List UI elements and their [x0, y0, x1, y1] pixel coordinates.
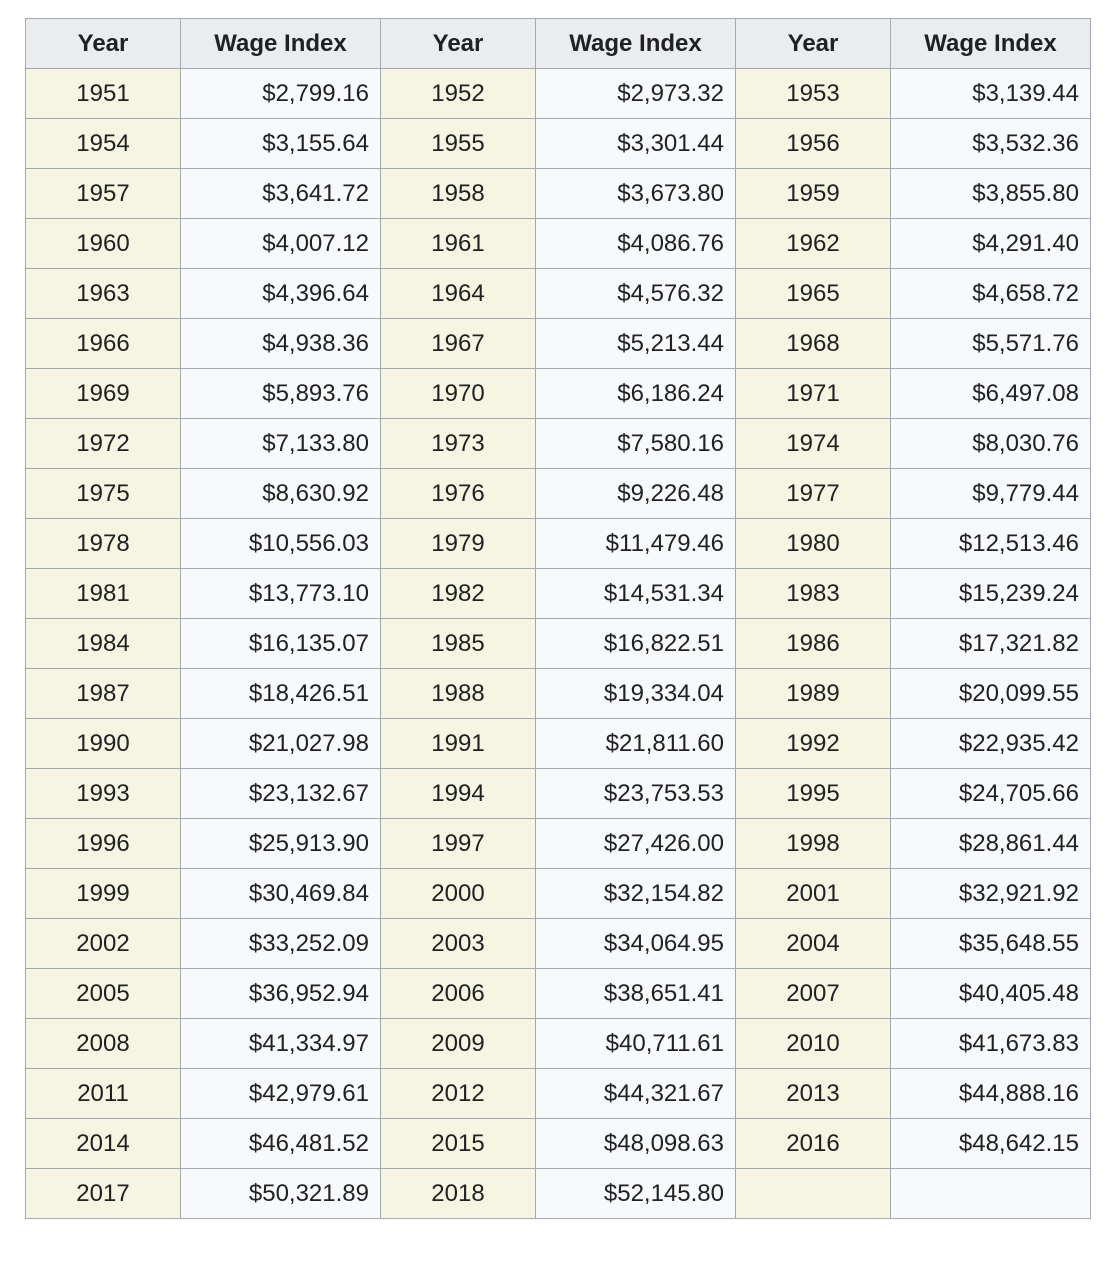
- year-cell: 1957: [26, 169, 181, 219]
- wage-index-cell: $21,811.60: [536, 719, 736, 769]
- wage-index-cell: $4,396.64: [181, 269, 381, 319]
- year-cell: 1955: [381, 119, 536, 169]
- wage-index-cell: $48,642.15: [891, 1119, 1091, 1169]
- wage-index-cell: $17,321.82: [891, 619, 1091, 669]
- year-cell: 1983: [736, 569, 891, 619]
- table-row: [26, 969, 1091, 1019]
- year-cell: 2001: [736, 869, 891, 919]
- wage-index-cell: $38,651.41: [536, 969, 736, 1019]
- wage-index-cell: $3,641.72: [181, 169, 381, 219]
- year-cell: 1985: [381, 619, 536, 669]
- year-cell: 1970: [381, 369, 536, 419]
- year-cell: 1972: [26, 419, 181, 469]
- wage-index-cell: $33,252.09: [181, 919, 381, 969]
- wage-index-cell: $6,186.24: [536, 369, 736, 419]
- year-cell: 1979: [381, 519, 536, 569]
- year-cell: 1952: [381, 69, 536, 119]
- year-cell: 1990: [26, 719, 181, 769]
- table-row: [26, 919, 1091, 969]
- wage-index-cell: $22,935.42: [891, 719, 1091, 769]
- wage-index-cell: $7,133.80: [181, 419, 381, 469]
- year-cell: 1965: [736, 269, 891, 319]
- year-cell: 2013: [736, 1069, 891, 1119]
- wage-index-cell: $16,135.07: [181, 619, 381, 669]
- year-cell: 1986: [736, 619, 891, 669]
- wage-index-cell: $21,027.98: [181, 719, 381, 769]
- year-cell: 2009: [381, 1019, 536, 1069]
- year-cell: 1977: [736, 469, 891, 519]
- year-cell: 1951: [26, 69, 181, 119]
- year-cell: 1994: [381, 769, 536, 819]
- year-cell: 1966: [26, 319, 181, 369]
- wage-index-cell: $27,426.00: [536, 819, 736, 869]
- table-row: [26, 319, 1091, 369]
- year-cell: 2018: [381, 1169, 536, 1219]
- year-cell: 1976: [381, 469, 536, 519]
- wage-index-cell: $7,580.16: [536, 419, 736, 469]
- year-cell: 2012: [381, 1069, 536, 1119]
- year-cell: [736, 1169, 891, 1219]
- wage-index-cell: $3,139.44: [891, 69, 1091, 119]
- year-cell: 2011: [26, 1069, 181, 1119]
- wage-index-cell: $13,773.10: [181, 569, 381, 619]
- wage-index-cell: $12,513.46: [891, 519, 1091, 569]
- table-row: [26, 569, 1091, 619]
- wage-index-cell: $20,099.55: [891, 669, 1091, 719]
- table-row: [26, 769, 1091, 819]
- table-row: [26, 669, 1091, 719]
- year-cell: 1989: [736, 669, 891, 719]
- table-row: [26, 1019, 1091, 1069]
- wage-index-cell: $35,648.55: [891, 919, 1091, 969]
- wage-index-cell: $11,479.46: [536, 519, 736, 569]
- year-cell: 2005: [26, 969, 181, 1019]
- year-cell: 1959: [736, 169, 891, 219]
- table-row: [26, 469, 1091, 519]
- table-body: [26, 69, 1091, 1219]
- table-row: [26, 219, 1091, 269]
- table-row: [26, 419, 1091, 469]
- wage-index-cell: $52,145.80: [536, 1169, 736, 1219]
- wage-index-cell: $4,576.32: [536, 269, 736, 319]
- wage-index-cell: $4,086.76: [536, 219, 736, 269]
- year-cell: 1961: [381, 219, 536, 269]
- year-cell: 1999: [26, 869, 181, 919]
- wage-index-cell: $24,705.66: [891, 769, 1091, 819]
- wage-index-cell: $41,673.83: [891, 1019, 1091, 1069]
- table-row: [26, 1119, 1091, 1169]
- year-cell: 2003: [381, 919, 536, 969]
- wage-index-cell: $42,979.61: [181, 1069, 381, 1119]
- table-row: [26, 719, 1091, 769]
- wage-index-cell: $9,226.48: [536, 469, 736, 519]
- table-row: [26, 169, 1091, 219]
- wage-index-cell: $25,913.90: [181, 819, 381, 869]
- year-cell: 2004: [736, 919, 891, 969]
- year-cell: 2010: [736, 1019, 891, 1069]
- year-cell: 1978: [26, 519, 181, 569]
- wage-index-cell: $34,064.95: [536, 919, 736, 969]
- wage-index-cell: $23,753.53: [536, 769, 736, 819]
- year-cell: 1982: [381, 569, 536, 619]
- year-cell: 1988: [381, 669, 536, 719]
- column-header-wage-index: Wage Index: [536, 19, 736, 69]
- wage-index-cell: $28,861.44: [891, 819, 1091, 869]
- year-cell: 1967: [381, 319, 536, 369]
- year-cell: 1973: [381, 419, 536, 469]
- wage-index-cell: $2,973.32: [536, 69, 736, 119]
- table-row: [26, 869, 1091, 919]
- wage-index-cell: $3,532.36: [891, 119, 1091, 169]
- column-header-year: Year: [26, 19, 181, 69]
- wage-index-cell: $5,213.44: [536, 319, 736, 369]
- table-row: [26, 819, 1091, 869]
- wage-index-cell: $3,155.64: [181, 119, 381, 169]
- year-cell: 2016: [736, 1119, 891, 1169]
- wage-index-cell: $4,291.40: [891, 219, 1091, 269]
- year-cell: 1991: [381, 719, 536, 769]
- wage-index-cell: $40,405.48: [891, 969, 1091, 1019]
- year-cell: 1980: [736, 519, 891, 569]
- wage-index-cell: $44,321.67: [536, 1069, 736, 1119]
- year-cell: 1968: [736, 319, 891, 369]
- table-row: [26, 269, 1091, 319]
- wage-index-cell: [891, 1169, 1091, 1219]
- year-cell: 1987: [26, 669, 181, 719]
- year-cell: 1964: [381, 269, 536, 319]
- table-row: [26, 1169, 1091, 1219]
- wage-index-table-container: [25, 18, 1091, 1219]
- year-cell: 1971: [736, 369, 891, 419]
- wage-index-cell: $4,658.72: [891, 269, 1091, 319]
- wage-index-cell: $8,630.92: [181, 469, 381, 519]
- year-cell: 2007: [736, 969, 891, 1019]
- wage-index-cell: $41,334.97: [181, 1019, 381, 1069]
- wage-index-cell: $36,952.94: [181, 969, 381, 1019]
- wage-index-cell: $30,469.84: [181, 869, 381, 919]
- column-header-wage-index: Wage Index: [891, 19, 1091, 69]
- wage-index-cell: $5,893.76: [181, 369, 381, 419]
- wage-index-cell: $40,711.61: [536, 1019, 736, 1069]
- year-cell: 1974: [736, 419, 891, 469]
- wage-index-cell: $46,481.52: [181, 1119, 381, 1169]
- wage-index-cell: $2,799.16: [181, 69, 381, 119]
- year-cell: 1998: [736, 819, 891, 869]
- table-row: [26, 369, 1091, 419]
- wage-index-table: [25, 18, 1091, 1219]
- year-cell: 1962: [736, 219, 891, 269]
- year-cell: 1995: [736, 769, 891, 819]
- wage-index-cell: $15,239.24: [891, 569, 1091, 619]
- wage-index-cell: $48,098.63: [536, 1119, 736, 1169]
- year-cell: 1975: [26, 469, 181, 519]
- wage-index-cell: $18,426.51: [181, 669, 381, 719]
- year-cell: 2017: [26, 1169, 181, 1219]
- table-header-row: [26, 19, 1091, 69]
- table-row: [26, 519, 1091, 569]
- wage-index-cell: $14,531.34: [536, 569, 736, 619]
- year-cell: 1958: [381, 169, 536, 219]
- wage-index-cell: $32,154.82: [536, 869, 736, 919]
- year-cell: 1963: [26, 269, 181, 319]
- year-cell: 1981: [26, 569, 181, 619]
- year-cell: 1956: [736, 119, 891, 169]
- wage-index-cell: $50,321.89: [181, 1169, 381, 1219]
- wage-index-cell: $4,938.36: [181, 319, 381, 369]
- year-cell: 2000: [381, 869, 536, 919]
- wage-index-cell: $10,556.03: [181, 519, 381, 569]
- year-cell: 1984: [26, 619, 181, 669]
- wage-index-cell: $8,030.76: [891, 419, 1091, 469]
- wage-index-cell: $23,132.67: [181, 769, 381, 819]
- year-cell: 2015: [381, 1119, 536, 1169]
- table-row: [26, 69, 1091, 119]
- wage-index-cell: $4,007.12: [181, 219, 381, 269]
- year-cell: 2008: [26, 1019, 181, 1069]
- year-cell: 1997: [381, 819, 536, 869]
- column-header-year: Year: [381, 19, 536, 69]
- year-cell: 1993: [26, 769, 181, 819]
- wage-index-cell: $3,855.80: [891, 169, 1091, 219]
- year-cell: 1969: [26, 369, 181, 419]
- year-cell: 1996: [26, 819, 181, 869]
- wage-index-cell: $19,334.04: [536, 669, 736, 719]
- table-row: [26, 1069, 1091, 1119]
- wage-index-cell: $5,571.76: [891, 319, 1091, 369]
- wage-index-cell: $16,822.51: [536, 619, 736, 669]
- table-row: [26, 619, 1091, 669]
- year-cell: 1954: [26, 119, 181, 169]
- column-header-wage-index: Wage Index: [181, 19, 381, 69]
- column-header-year: Year: [736, 19, 891, 69]
- wage-index-cell: $3,673.80: [536, 169, 736, 219]
- wage-index-cell: $3,301.44: [536, 119, 736, 169]
- year-cell: 1960: [26, 219, 181, 269]
- year-cell: 2014: [26, 1119, 181, 1169]
- wage-index-cell: $6,497.08: [891, 369, 1091, 419]
- year-cell: 1953: [736, 69, 891, 119]
- table-row: [26, 119, 1091, 169]
- wage-index-cell: $32,921.92: [891, 869, 1091, 919]
- wage-index-cell: $44,888.16: [891, 1069, 1091, 1119]
- wage-index-cell: $9,779.44: [891, 469, 1091, 519]
- year-cell: 1992: [736, 719, 891, 769]
- year-cell: 2002: [26, 919, 181, 969]
- year-cell: 2006: [381, 969, 536, 1019]
